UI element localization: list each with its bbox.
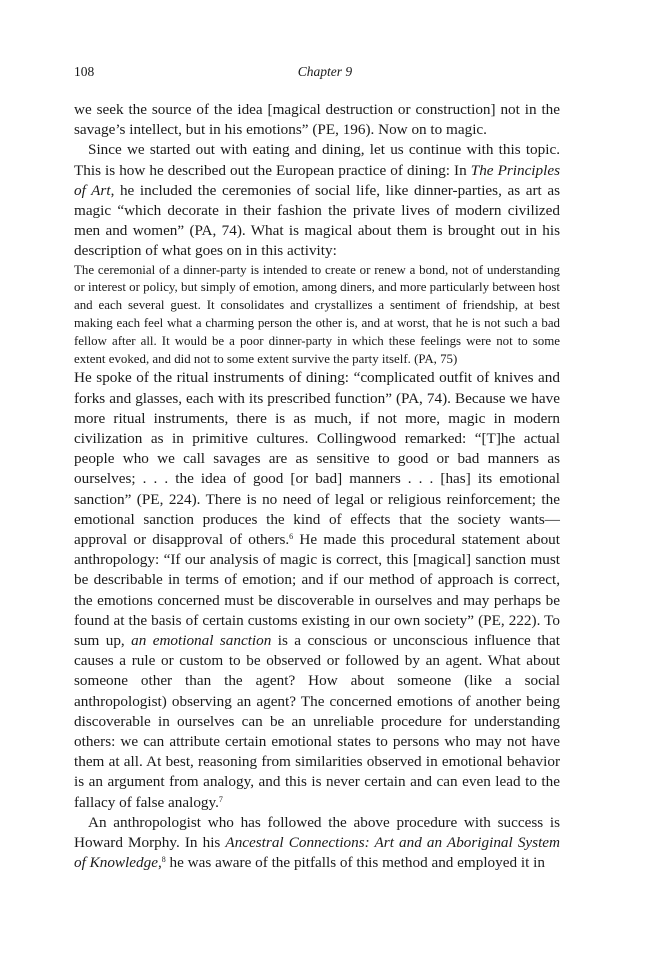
paragraph-3-text-d: is a conscious or unconscious influence that causes a rule or custom to be observed or followed by an agent. What about someone other than the agent? How about someone (like a social anthropologist) observing an agent? The concerned emotions of another being discoverable in ourselves can be an unreliable procedure for understanding others: we can attribute certain emotional states to persons who may not have them at all. At best, reasoning from similarities observed in emotional behavior is an argument from analogy, and this is never certain and can even lead to the fallacy of false analogy. bbox=[74, 632, 560, 811]
book-title-ancestral-connections: Ancestral Connections: Art and an Aboriginal System of Knowledge bbox=[74, 834, 560, 872]
paragraph-2-text-c: , he included the ceremonies of social life, like dinner-parties, as art as magic “which decorate in their fashion the private lives of modern civilized men and women” (PA, 74). What is magical about them is brought out in his description of what goes on in this activity: bbox=[74, 181, 561, 260]
footnote-ref-8: 8 bbox=[161, 855, 166, 865]
running-head: Chapter 9 bbox=[297, 64, 353, 79]
paragraph-4-text-d: he was aware of the pitfalls of this method and employed it in bbox=[165, 854, 545, 872]
block-quote-text: The ceremonial of a dinner-party is intended to create or renew a bond, not of understanding or interest or policy, but simply of emotion, among diners, and more particularly between host and each several guest. It consolidates and crystallizes a sentiment of friendship, at best making each feel what a charming person the other is, and at worst, that he is not such a bad fellow after all. It would be a poor dinner-party in which these feelings were not to some extent evoked, and did not to some extent survive the party itself. (PA, 75) bbox=[74, 262, 560, 366]
block-quote bbox=[74, 262, 560, 369]
paragraph-1-text: we seek the source of the idea [magical destruction or construction] not in the savage’s intellect, but in his emotions” (PE, 196). Now on to magic. bbox=[74, 101, 560, 139]
paragraph-4-text-c: , bbox=[157, 854, 162, 872]
paragraph-3-text-a: He spoke of the ritual instruments of dining: “complicated outfit of knives and forks and glasses, each with its prescribed function” (PA, 74). Because we have more ritual instruments, there is as much, if not more, magic in modern civilization as in primitive cultures. Collingwood remarked: “[T]he actual people who we call savages are as sensitive to good or bad manners as ourselves; . . . the idea of good [or bad] manners . . . [has] its emotional sanction” (PE, 224). There is no need of legal or religious reinforcement; the emotional sanction produces the kind of effects that the society wants—approval or disapproval of others. bbox=[74, 369, 560, 549]
paragraph-4 bbox=[74, 813, 560, 874]
paragraph-3 bbox=[74, 368, 560, 812]
paragraph-2 bbox=[74, 140, 560, 261]
page-header bbox=[74, 64, 576, 84]
body-text bbox=[74, 100, 560, 873]
paragraph-2-text-a: Since we started out with eating and dining, let us continue with this topic. This is how he described out the European practice of dining: In bbox=[74, 141, 560, 179]
paragraph-3-text-b: He made this procedural statement about anthropology: “If our analysis of magic is correct, this [magical] sanction must be describable in terms of emotion; and if our method of approach is correct, the emotions concerned must be discoverable in ourselves and may perhaps be found at the basis of certain customs existing in our own society” (PE, 222). To sum up, bbox=[74, 531, 560, 650]
footnote-ref-7: 7 bbox=[218, 794, 223, 804]
footnote-ref-6: 6 bbox=[289, 532, 294, 542]
page-number: 108 bbox=[74, 64, 95, 79]
paragraph-4-text-a: An anthropologist who has followed the above procedure with success is Howard Morphy. In his bbox=[74, 813, 560, 852]
emphasis-emotional-sanction: an emotional sanction bbox=[131, 632, 272, 650]
paragraph-1 bbox=[74, 100, 560, 140]
book-title-principles-of-art: The Principles of Art bbox=[74, 161, 560, 199]
